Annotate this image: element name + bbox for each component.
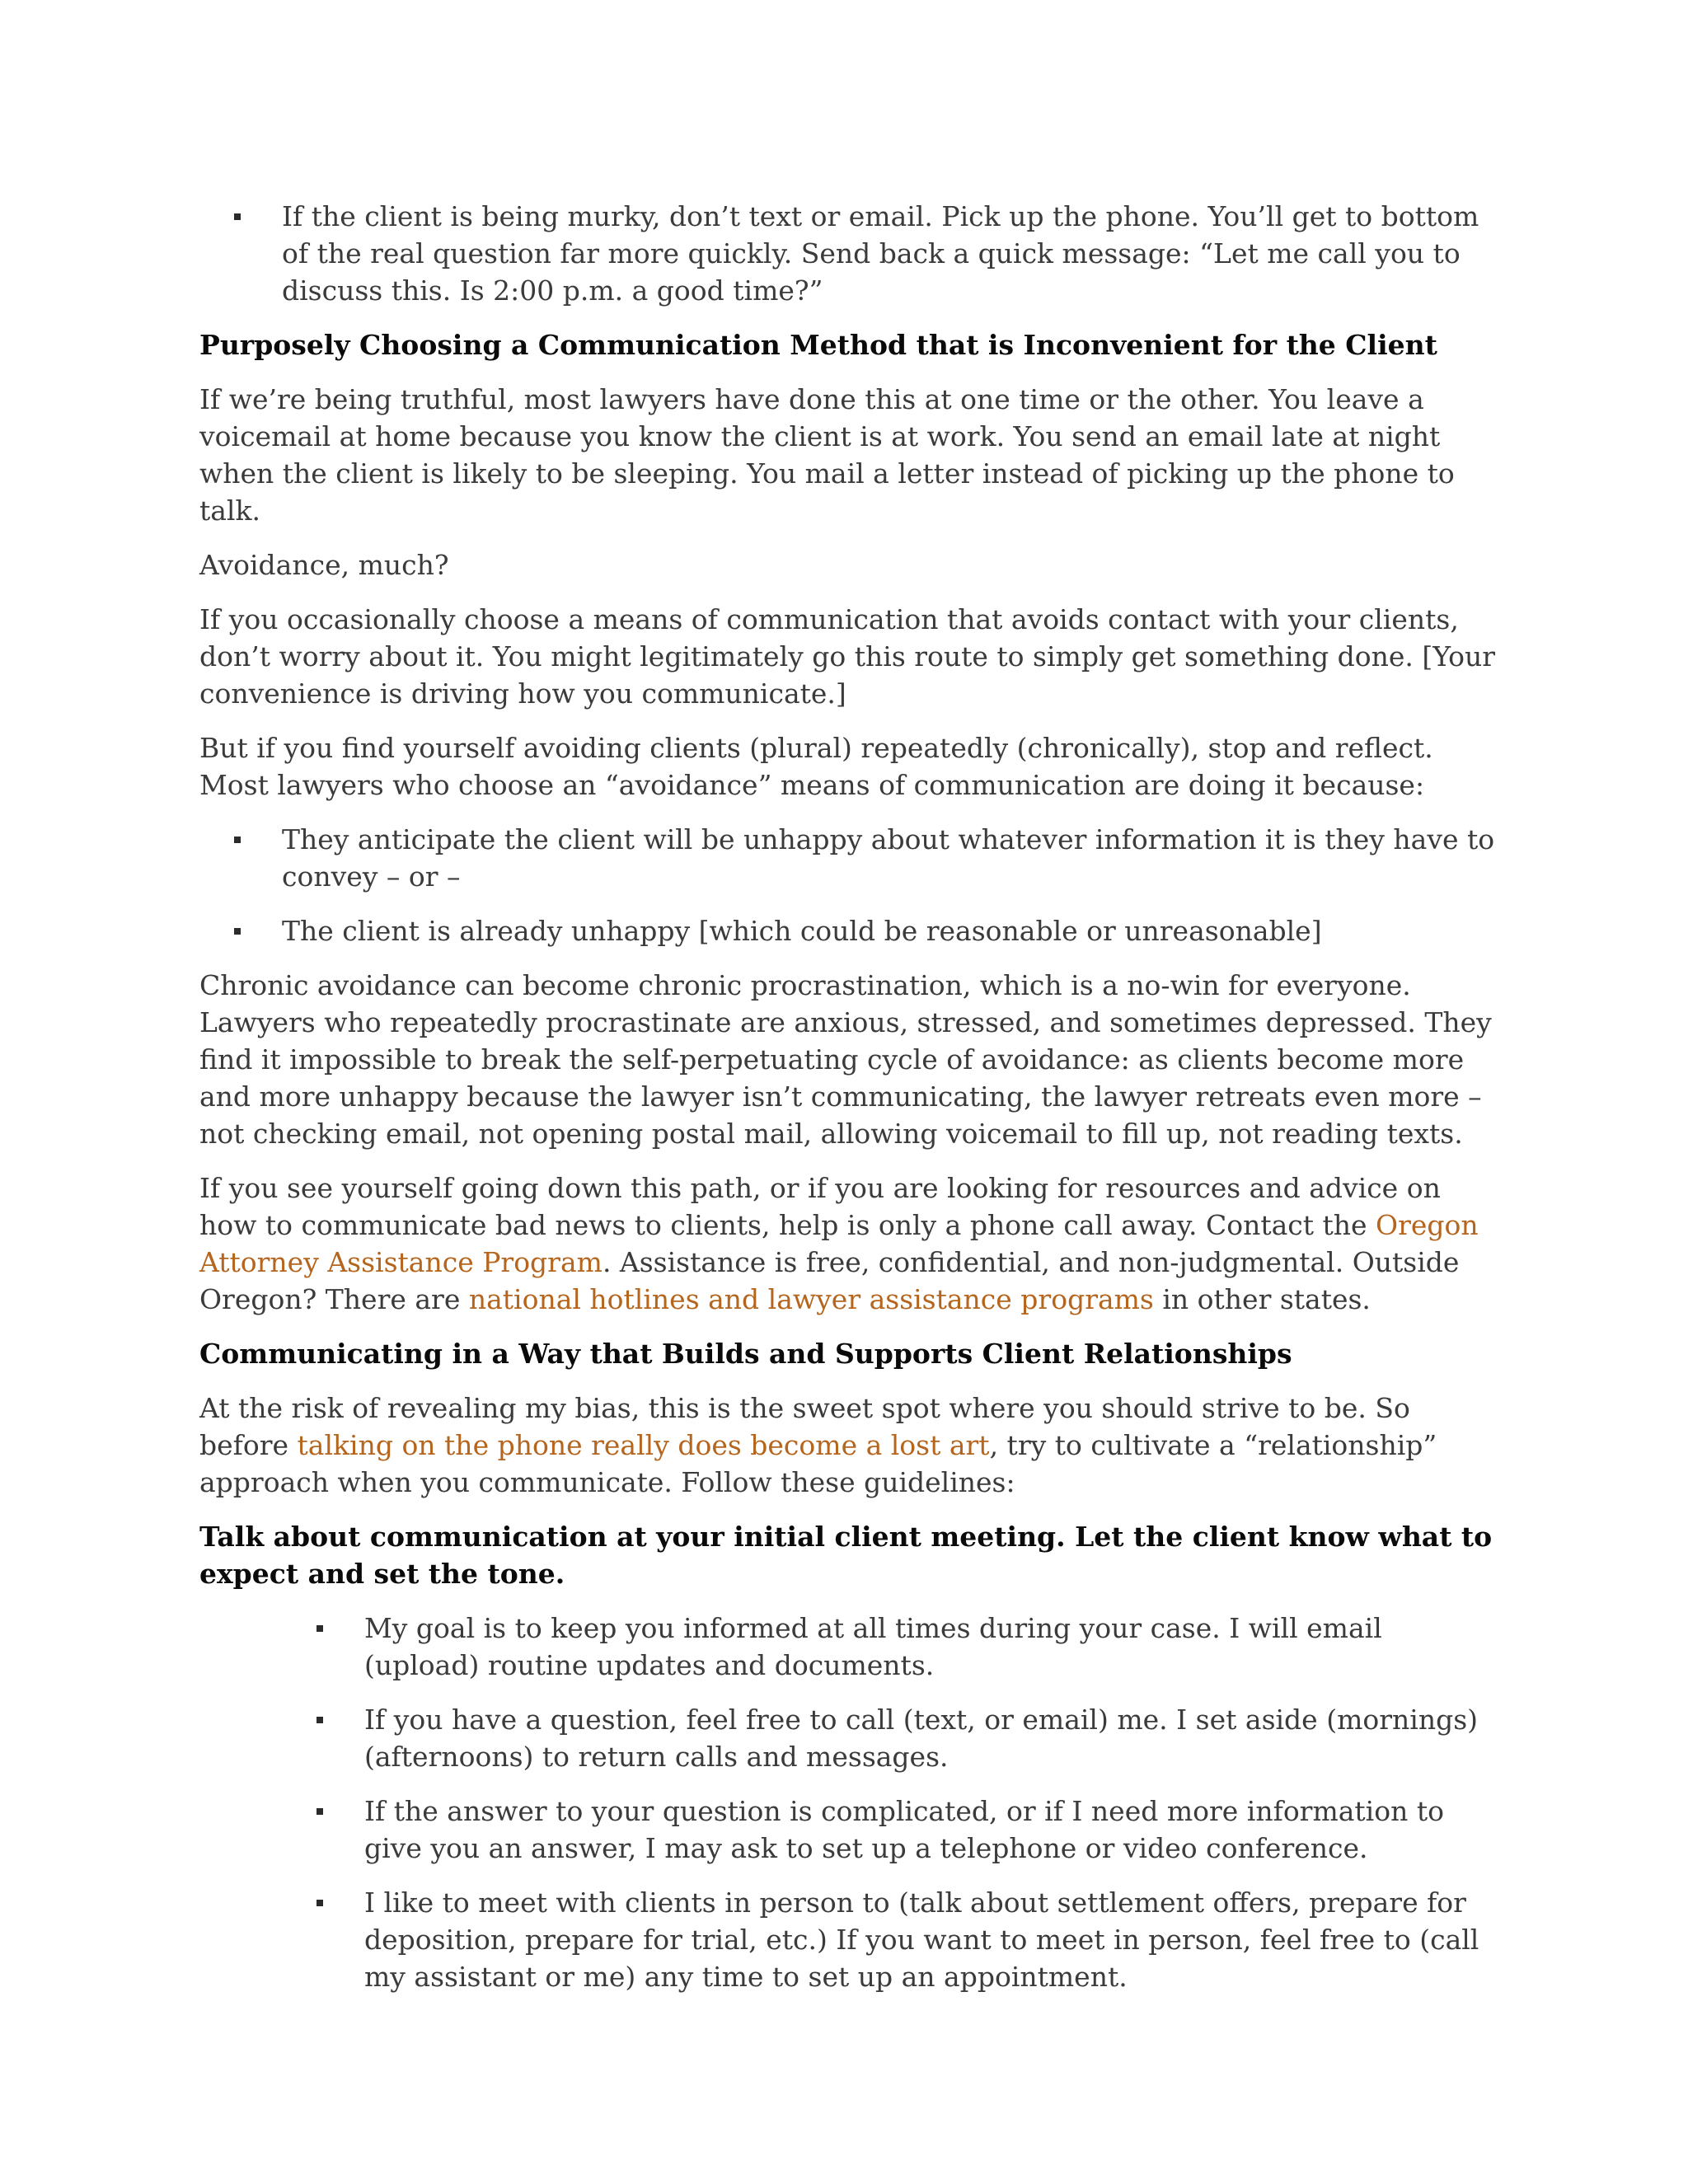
paragraph-avoidance: Avoidance, much? [199, 549, 449, 581]
lost-art-link[interactable]: talking on the phone really does become a lost art [297, 1429, 990, 1461]
paragraph-sweet-spot [199, 1390, 1502, 1501]
paragraph-but: But if you find yourself avoiding clients (plural) repeatedly (chronically), stop and reflect. Most lawyers who choose an “avoidance” means of communication are doing it because: [199, 732, 1433, 801]
square-bullet-icon [234, 928, 241, 935]
list-item [199, 198, 1502, 309]
section-heading-talk: Talk about communication at your initial client meeting. Let the client know what to expect and set the tone. [199, 1521, 1493, 1590]
paragraph-sweet-text-2: , try to cultivate a “relationship” approach when you communicate. Follow these guidelines: [199, 1429, 1437, 1498]
list-item [199, 821, 1502, 895]
paragraph-help-text-3: in other states. [1153, 1283, 1371, 1315]
square-bullet-icon [316, 1625, 323, 1632]
list-item [199, 1701, 1502, 1775]
paragraph-help-text-1: If you see yourself going down this path, or if you are looking for resources and advice on how to communicate bad news to clients, help is only a phone call away. Contact the [199, 1172, 1441, 1241]
list-item-text: If the client is being murky, don’t text or email. Pick up the phone. You’ll get to bottom of the real question far more quickly. Send back a quick message: “Let me call you to discuss this. Is 2:00 p.m. a good time?” [282, 200, 1479, 307]
paragraph-sweet-text-1: At the risk of revealing my bias, this is the sweet spot where you should strive to be. So before [199, 1392, 1410, 1461]
oaap-link[interactable]: Oregon Attorney Assistance Program [199, 1209, 1479, 1278]
bullet-list-murky [199, 198, 1502, 309]
list-item [199, 912, 1502, 949]
square-bullet-icon [234, 213, 241, 220]
list-item [199, 1793, 1502, 1867]
square-bullet-icon [234, 837, 241, 843]
list-item-text: The client is already unhappy [which could be reasonable or unreasonable] [282, 915, 1322, 947]
document-page [199, 198, 1502, 2013]
paragraph-help [199, 1169, 1502, 1318]
list-item [199, 1884, 1502, 1995]
list-item [199, 1610, 1502, 1684]
square-bullet-icon [316, 1808, 323, 1815]
list-item-text: If you have a question, feel free to call (text, or email) me. I set aside (mornings) (afternoons) to return calls and messages. [364, 1704, 1479, 1773]
list-item-text: If the answer to your question is complicated, or if I need more information to give you an answer, I may ask to set up a telephone or video conference. [364, 1795, 1444, 1864]
paragraph-occasionally: If you occasionally choose a means of communication that avoids contact with your clients, don’t worry about it. You might legitimately go this route to simply get something done. [Your convenience is driving how you communicate.] [199, 603, 1496, 710]
square-bullet-icon [316, 1900, 323, 1906]
list-item-text: They anticipate the client will be unhappy about whatever information it is they have to convey – or – [282, 823, 1495, 893]
list-item-text: My goal is to keep you informed at all times during your case. I will email (upload) routine updates and documents. [364, 1612, 1382, 1681]
paragraph-help-text-2: . Assistance is free, confidential, and non-judgmental. Outside Oregon? There are [199, 1246, 1460, 1315]
bullet-list-guidelines [199, 1610, 1502, 1995]
national-hotlines-link[interactable]: national hotlines and lawyer assistance programs [468, 1283, 1154, 1315]
square-bullet-icon [316, 1717, 323, 1723]
section-heading-builds: Communicating in a Way that Builds and Supports Client Relationships [199, 1338, 1292, 1370]
section-heading-inconvenient: Purposely Choosing a Communication Method that is Inconvenient for the Client [199, 329, 1437, 361]
paragraph-chronic: Chronic avoidance can become chronic procrastination, which is a no-win for everyone. Lawyers who repeatedly procrastinate are anxious, stressed, and sometimes depressed. They find it impossible to break the self-perpetuating cycle of avoidance: as clients become more and more unhappy because the lawyer isn’t communicating, the lawyer retreats even more – not checking email, not opening postal mail, allowing voicemail to fill up, not reading texts. [199, 969, 1492, 1150]
bullet-list-reasons [199, 821, 1502, 949]
list-item-text: I like to meet with clients in person to (talk about settlement offers, prepare for deposition, prepare for trial, etc.) If you want to meet in person, feel free to (call my assistant or me) any time to set up an appointment. [364, 1886, 1479, 1993]
paragraph-truthful: If we’re being truthful, most lawyers have done this at one time or the other. You leave a voicemail at home because you know the client is at work. You send an email late at night when the client is likely to be sleeping. You mail a letter instead of picking up the phone to talk. [199, 383, 1455, 527]
